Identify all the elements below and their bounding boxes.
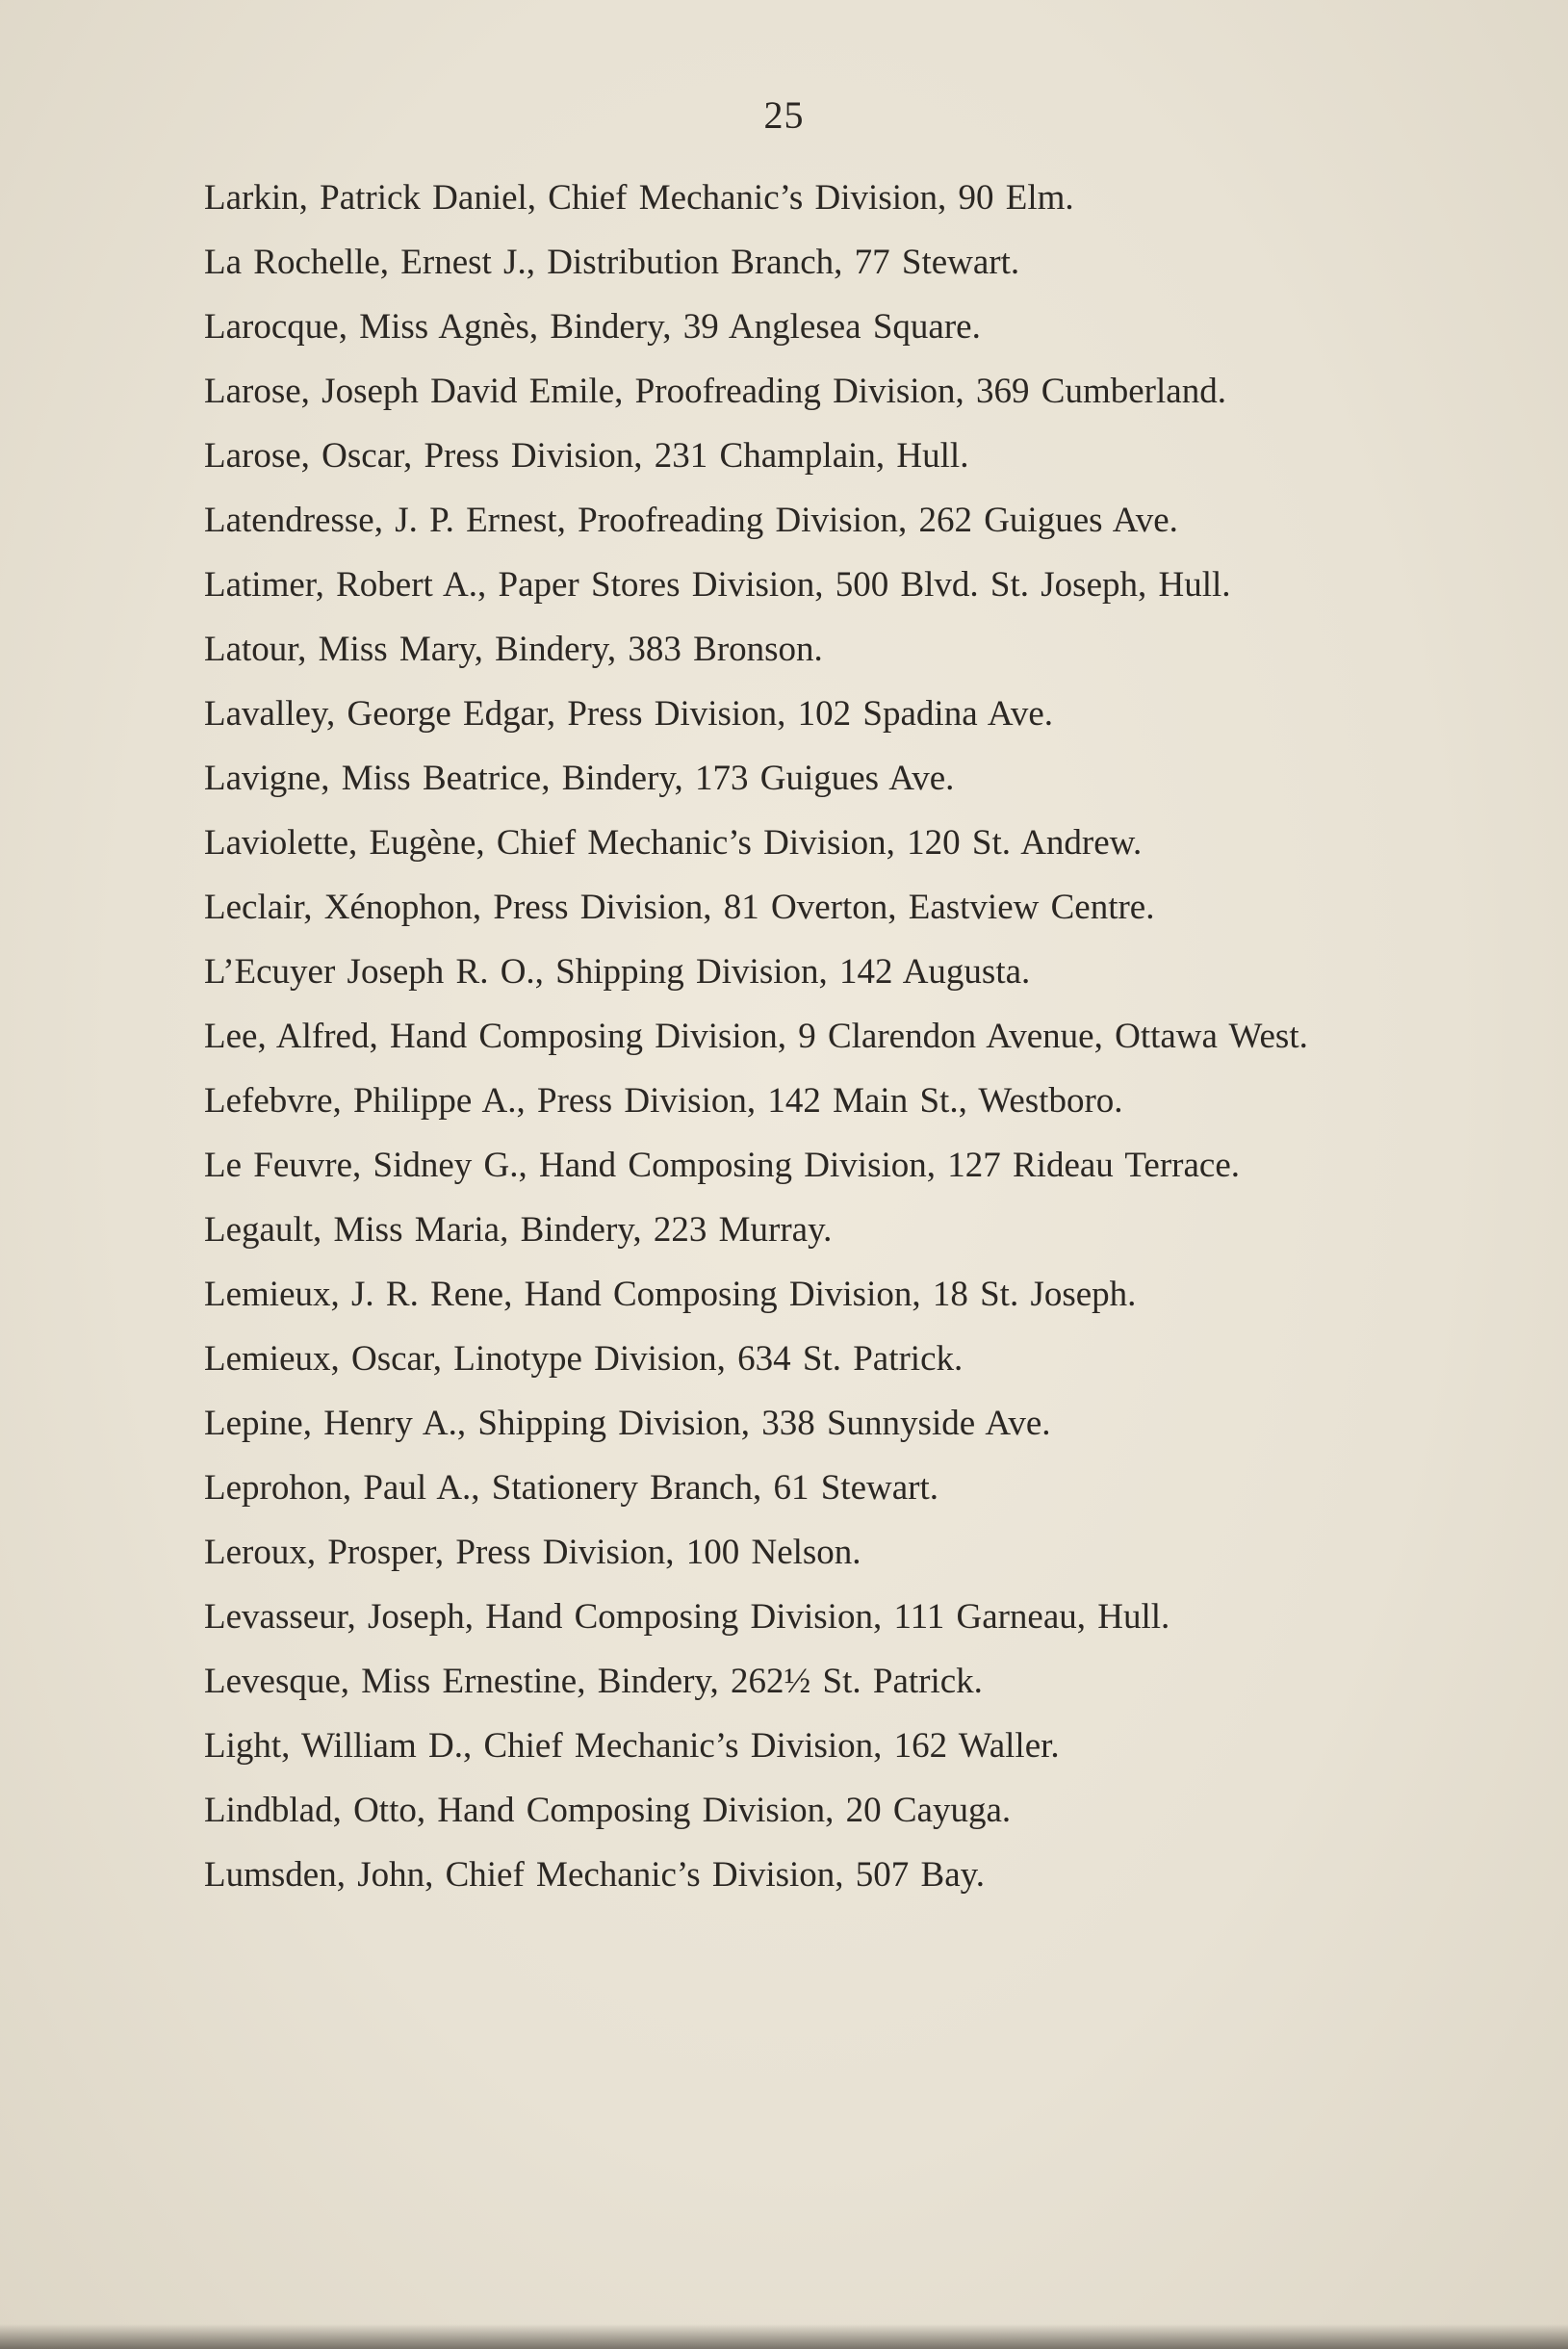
directory-entry: Leroux, Prosper, Press Division, 100 Nelson. — [204, 1533, 861, 1572]
directory-entry: Le Feuvre, Sidney G., Hand Composing Division, 127 Rideau Terrace. — [204, 1146, 1240, 1185]
directory-entry: Lavalley, George Edgar, Press Division, 102 Spadina Ave. — [204, 694, 1053, 734]
directory-entry: Larose, Joseph David Emile, Proofreading Division, 369 Cumberland. — [204, 372, 1226, 411]
directory-entry: Lemieux, J. R. Rene, Hand Composing Division, 18 St. Joseph. — [204, 1275, 1137, 1314]
directory-entry: Levasseur, Joseph, Hand Composing Division, 111 Garneau, Hull. — [204, 1597, 1170, 1637]
page-edge-shadow — [0, 2324, 1568, 2349]
directory-entry: Levesque, Miss Ernestine, Bindery, 262½ St. Patrick. — [204, 1662, 983, 1701]
directory-entry: Larocque, Miss Agnès, Bindery, 39 Anglesea Square. — [204, 307, 981, 347]
directory-list — [204, 176, 1364, 1918]
directory-entry: Lindblad, Otto, Hand Composing Division, 20 Cayuga. — [204, 1791, 1012, 1830]
directory-entry: L’Ecuyer Joseph R. O., Shipping Division, 142 Augusta. — [204, 952, 1031, 992]
directory-entry: Lefebvre, Philippe A., Press Division, 142 Main St., Westboro. — [204, 1081, 1123, 1121]
directory-entry: Lepine, Henry A., Shipping Division, 338 Sunnyside Ave. — [204, 1404, 1051, 1443]
directory-entry: Lumsden, John, Chief Mechanic’s Division, 507 Bay. — [204, 1855, 986, 1895]
directory-entry: Leprohon, Paul A., Stationery Branch, 61 Stewart. — [204, 1468, 939, 1508]
directory-entry: La Rochelle, Ernest J., Distribution Branch, 77 Stewart. — [204, 243, 1020, 282]
directory-entry: Lemieux, Oscar, Linotype Division, 634 St. Patrick. — [204, 1339, 964, 1379]
directory-entry: Larose, Oscar, Press Division, 231 Champlain, Hull. — [204, 436, 969, 476]
directory-entry: Larkin, Patrick Daniel, Chief Mechanic’s Division, 90 Elm. — [204, 178, 1074, 218]
directory-entry: Light, William D., Chief Mechanic’s Division, 162 Waller. — [204, 1726, 1060, 1766]
directory-entry: Leclair, Xénophon, Press Division, 81 Overton, Eastview Centre. — [204, 888, 1155, 927]
directory-entry: Latendresse, J. P. Ernest, Proofreading Division, 262 Guigues Ave. — [204, 501, 1178, 540]
directory-entry: Latour, Miss Mary, Bindery, 383 Bronson. — [204, 630, 823, 669]
directory-entry: Lee, Alfred, Hand Composing Division, 9 Clarendon Avenue, Ottawa West. — [204, 1017, 1308, 1056]
directory-entry: Legault, Miss Maria, Bindery, 223 Murray. — [204, 1210, 833, 1250]
directory-entry: Lavigne, Miss Beatrice, Bindery, 173 Guigues Ave. — [204, 759, 955, 798]
directory-entry: Laviolette, Eugène, Chief Mechanic’s Division, 120 St. Andrew. — [204, 823, 1143, 863]
page-number: 25 — [763, 93, 805, 137]
directory-entry: Latimer, Robert A., Paper Stores Division, 500 Blvd. St. Joseph, Hull. — [204, 565, 1231, 605]
